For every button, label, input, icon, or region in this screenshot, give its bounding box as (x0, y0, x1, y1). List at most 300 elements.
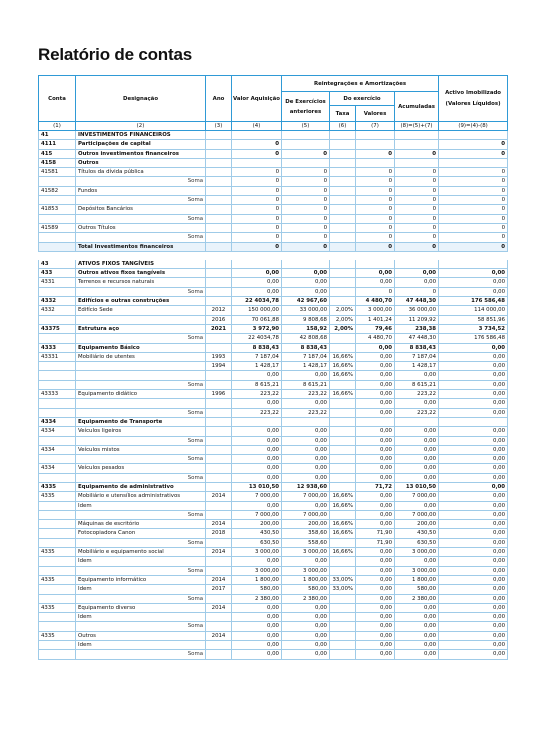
cell-valores: 0,00 (356, 427, 395, 436)
cell-taxa (330, 464, 356, 473)
cell-conta: 41853 (39, 205, 76, 214)
cell-exercicios-anteriores: 558,60 (282, 538, 330, 547)
cell-exercicios-anteriores (282, 140, 330, 149)
column-number: (3) (206, 122, 232, 131)
cell-exercicios-anteriores: 0,00 (282, 613, 330, 622)
cell-designacao: Outros ativos fixos tangíveis (76, 269, 206, 278)
cell-conta (39, 566, 76, 575)
cell-ano (206, 278, 232, 287)
cell-ano: 2018 (206, 529, 232, 538)
cell-exercicios-anteriores: 0 (282, 214, 330, 223)
cell-activo-liquido: 0,00 (439, 473, 508, 482)
cell-designacao: Equipamento diverso (76, 603, 206, 612)
table-row (39, 482, 508, 491)
header-activo: Activo Imobilizado (Valores Líquidos) (439, 76, 508, 122)
cell-taxa (330, 408, 356, 417)
cell-conta: 415 (39, 149, 76, 158)
cell-exercicios-anteriores: 7 187,04 (282, 352, 330, 361)
cell-acumuladas: 430,50 (395, 529, 439, 538)
cell-ano (206, 501, 232, 510)
cell-conta (39, 501, 76, 510)
table-row (39, 548, 508, 557)
table-row (39, 278, 508, 287)
cell-taxa (330, 380, 356, 389)
cell-designacao: Soma (76, 196, 206, 205)
cell-exercicios-anteriores: 0,00 (282, 464, 330, 473)
cell-designacao: INVESTIMENTOS FINANCEIROS (76, 131, 206, 140)
cell-taxa: 33,00% (330, 585, 356, 594)
cell-exercicios-anteriores: 0,00 (282, 473, 330, 482)
cell-taxa: 16,66% (330, 492, 356, 501)
cell-valores: 0,00 (356, 492, 395, 501)
cell-designacao: Edifício Sede (76, 306, 206, 315)
cell-ano: 2014 (206, 603, 232, 612)
cell-ano (206, 399, 232, 408)
table-row (39, 445, 508, 454)
cell-acumuladas: 11 209,92 (395, 315, 439, 324)
cell-designacao: Soma (76, 380, 206, 389)
cell-conta: 4335 (39, 482, 76, 491)
table-row (39, 575, 508, 584)
cell-taxa (330, 168, 356, 177)
cell-exercicios-anteriores: 0,00 (282, 455, 330, 464)
cell-valores: 0,00 (356, 436, 395, 445)
cell-valores: 0,00 (356, 520, 395, 529)
cell-acumuladas: 8 838,43 (395, 343, 439, 352)
cell-ano (206, 196, 232, 205)
cell-acumuladas: 0,00 (395, 603, 439, 612)
cell-conta (39, 177, 76, 186)
cell-conta: 4334 (39, 427, 76, 436)
cell-conta (39, 214, 76, 223)
cell-acumuladas: 0 (395, 149, 439, 158)
cell-taxa (330, 242, 356, 251)
cell-taxa: 2,00% (330, 306, 356, 315)
cell-valores: 0,00 (356, 343, 395, 352)
cell-designacao: Soma (76, 510, 206, 519)
cell-activo-liquido: 58 851,96 (439, 315, 508, 324)
cell-designacao (76, 399, 206, 408)
cell-valores (356, 158, 395, 167)
cell-designacao: Outros investimentos financeiros (76, 149, 206, 158)
cell-exercicios-anteriores (282, 158, 330, 167)
cell-exercicios-anteriores: 0,00 (282, 501, 330, 510)
cell-activo-liquido: 0 (439, 149, 508, 158)
cell-taxa (330, 223, 356, 232)
cell-ano: 2012 (206, 306, 232, 315)
cell-designacao: Total Investimentos financeiros (76, 242, 206, 251)
table-row (39, 427, 508, 436)
cell-activo-liquido: 0 (439, 177, 508, 186)
cell-valores: 0,00 (356, 501, 395, 510)
cell-valores: 0,00 (356, 631, 395, 640)
cell-designacao: Fotocopiadora Canon (76, 529, 206, 538)
cell-exercicios-anteriores: 0 (282, 177, 330, 186)
cell-designacao: Soma (76, 455, 206, 464)
cell-valor-aquisicao: 3 000,00 (232, 566, 282, 575)
cell-valor-aquisicao: 13 010,50 (232, 482, 282, 491)
cell-designacao: Soma (76, 334, 206, 343)
cell-conta (39, 399, 76, 408)
cell-ano (206, 557, 232, 566)
cell-ano (206, 473, 232, 482)
cell-designacao (76, 315, 206, 324)
cell-ano (206, 436, 232, 445)
cell-designacao: Soma (76, 594, 206, 603)
cell-valor-aquisicao: 7 000,00 (232, 492, 282, 501)
cell-valor-aquisicao: 1 800,00 (232, 575, 282, 584)
cell-exercicios-anteriores: 1 428,17 (282, 362, 330, 371)
cell-designacao: Equipamento de administrativo (76, 482, 206, 491)
column-number: (9)=(4)-(8) (439, 122, 508, 131)
cell-acumuladas: 0 (395, 287, 439, 296)
cell-taxa (330, 269, 356, 278)
cell-acumuladas: 200,00 (395, 520, 439, 529)
cell-valor-aquisicao: 223,22 (232, 408, 282, 417)
cell-valor-aquisicao (232, 260, 282, 269)
cell-activo-liquido: 0,00 (439, 269, 508, 278)
table-row (39, 306, 508, 315)
cell-designacao: Soma (76, 287, 206, 296)
table-row (39, 408, 508, 417)
cell-taxa (330, 399, 356, 408)
cell-ano (206, 566, 232, 575)
header-conta: Conta (39, 76, 76, 122)
table-row (39, 269, 508, 278)
cell-acumuladas: 1 428,17 (395, 362, 439, 371)
cell-valor-aquisicao: 2 380,00 (232, 594, 282, 603)
column-number: (7) (356, 122, 395, 131)
cell-ano (206, 334, 232, 343)
cell-taxa: 2,00% (330, 315, 356, 324)
cell-taxa (330, 196, 356, 205)
cell-valores: 1 401,24 (356, 315, 395, 324)
cell-designacao: Veículos pesados (76, 464, 206, 473)
cell-conta (39, 334, 76, 343)
cell-activo-liquido: 0,00 (439, 492, 508, 501)
cell-conta (39, 650, 76, 659)
table-row (39, 641, 508, 650)
cell-valor-aquisicao: 0 (232, 196, 282, 205)
table-row (39, 297, 508, 306)
cell-designacao: Outros (76, 631, 206, 640)
cell-exercicios-anteriores: 0,00 (282, 557, 330, 566)
cell-acumuladas: 47 448,30 (395, 297, 439, 306)
cell-valores: 0,00 (356, 650, 395, 659)
cell-exercicios-anteriores: 1 800,00 (282, 575, 330, 584)
cell-taxa: 16,66% (330, 390, 356, 399)
cell-valores: 4 480,70 (356, 297, 395, 306)
cell-taxa: 16,66% (330, 501, 356, 510)
cell-acumuladas: 0 (395, 186, 439, 195)
cell-acumuladas: 0,00 (395, 622, 439, 631)
cell-activo-liquido: 0 (439, 168, 508, 177)
cell-acumuladas: 7 187,04 (395, 352, 439, 361)
table-row (39, 380, 508, 389)
cell-acumuladas (395, 131, 439, 140)
cell-ano (206, 223, 232, 232)
cell-valor-aquisicao (232, 158, 282, 167)
cell-conta: 43333 (39, 390, 76, 399)
cell-activo-liquido: 0,00 (439, 380, 508, 389)
cell-acumuladas: 0,00 (395, 455, 439, 464)
cell-valores: 0,00 (356, 548, 395, 557)
table-row (39, 343, 508, 352)
cell-valores (356, 131, 395, 140)
accounts-table (38, 75, 508, 660)
cell-valores (356, 140, 395, 149)
cell-acumuladas: 630,50 (395, 538, 439, 547)
table-row (39, 168, 508, 177)
cell-conta: 43331 (39, 352, 76, 361)
cell-acumuladas: 0,00 (395, 650, 439, 659)
cell-conta (39, 557, 76, 566)
cell-exercicios-anteriores: 7 000,00 (282, 510, 330, 519)
cell-acumuladas: 0 (395, 196, 439, 205)
cell-valores: 0 (356, 177, 395, 186)
cell-taxa (330, 603, 356, 612)
cell-conta (39, 529, 76, 538)
cell-valor-aquisicao: 0,00 (232, 501, 282, 510)
cell-acumuladas: 47 448,30 (395, 334, 439, 343)
cell-acumuladas: 3 000,00 (395, 548, 439, 557)
cell-valores: 0 (356, 186, 395, 195)
cell-activo-liquido: 0,00 (439, 566, 508, 575)
cell-valor-aquisicao: 0,00 (232, 631, 282, 640)
cell-activo-liquido: 0,00 (439, 352, 508, 361)
cell-designacao: Edifícios e outras construções (76, 297, 206, 306)
cell-acumuladas: 0 (395, 223, 439, 232)
cell-valores (356, 417, 395, 426)
table-body (39, 131, 508, 660)
cell-designacao: Soma (76, 650, 206, 659)
cell-acumuladas: 238,38 (395, 324, 439, 333)
cell-exercicios-anteriores: 0,00 (282, 445, 330, 454)
cell-ano: 2014 (206, 548, 232, 557)
cell-conta: 41589 (39, 223, 76, 232)
cell-designacao: Soma (76, 566, 206, 575)
cell-designacao: Soma (76, 473, 206, 482)
cell-designacao: Outros (76, 158, 206, 167)
cell-activo-liquido: 0,00 (439, 362, 508, 371)
cell-activo-liquido: 0,00 (439, 371, 508, 380)
cell-designacao: Equipamento de Transporte (76, 417, 206, 426)
cell-valores: 0,00 (356, 390, 395, 399)
cell-taxa (330, 287, 356, 296)
cell-taxa: 16,66% (330, 371, 356, 380)
cell-ano: 1996 (206, 390, 232, 399)
cell-exercicios-anteriores: 0,00 (282, 269, 330, 278)
cell-conta: 4335 (39, 548, 76, 557)
cell-taxa (330, 334, 356, 343)
cell-designacao: Máquinas de escritório (76, 520, 206, 529)
cell-conta: 43375 (39, 324, 76, 333)
header-ano: Ano (206, 76, 232, 122)
table-row (39, 501, 508, 510)
cell-valor-aquisicao: 630,50 (232, 538, 282, 547)
cell-ano (206, 242, 232, 251)
cell-acumuladas: 1 800,00 (395, 575, 439, 584)
cell-exercicios-anteriores: 200,00 (282, 520, 330, 529)
column-number: (5) (282, 122, 330, 131)
cell-taxa: 16,66% (330, 529, 356, 538)
header-column-numbers (39, 122, 508, 131)
cell-designacao: Mobiliário de utentes (76, 352, 206, 361)
cell-designacao: Depósitos Bancários (76, 205, 206, 214)
cell-conta: 4335 (39, 492, 76, 501)
table-row (39, 251, 508, 260)
cell-ano (206, 287, 232, 296)
cell-valor-aquisicao: 580,00 (232, 585, 282, 594)
header-reintegracoes: Reintegrações e Amortizações (282, 76, 439, 92)
table-row (39, 520, 508, 529)
cell-valores: 4 480,70 (356, 334, 395, 343)
cell-activo-liquido: 0 (439, 196, 508, 205)
cell-exercicios-anteriores: 0 (282, 186, 330, 195)
cell-valor-aquisicao: 0 (232, 168, 282, 177)
header-valor-aquisicao: Valor Aquisição (232, 76, 282, 122)
column-number: (1) (39, 122, 76, 131)
table-row (39, 417, 508, 426)
cell-acumuladas: 0 (395, 168, 439, 177)
cell-acumuladas (395, 260, 439, 269)
cell-activo-liquido: 0 (439, 223, 508, 232)
cell-valor-aquisicao: 0 (232, 233, 282, 242)
cell-acumuladas: 0,00 (395, 641, 439, 650)
cell-activo-liquido: 0,00 (439, 520, 508, 529)
cell-activo-liquido: 0,00 (439, 594, 508, 603)
table-row (39, 473, 508, 482)
cell-valores: 0 (356, 223, 395, 232)
cell-taxa (330, 177, 356, 186)
cell-conta: 4335 (39, 575, 76, 584)
table-row (39, 464, 508, 473)
cell-ano (206, 408, 232, 417)
cell-conta: 4335 (39, 631, 76, 640)
cell-valor-aquisicao: 0,00 (232, 464, 282, 473)
cell-activo-liquido: 0,00 (439, 501, 508, 510)
cell-activo-liquido: 0,00 (439, 482, 508, 491)
cell-taxa: 33,00% (330, 575, 356, 584)
table-row (39, 538, 508, 547)
cell-valores: 0,00 (356, 613, 395, 622)
table-row (39, 149, 508, 158)
cell-valores: 71,90 (356, 538, 395, 547)
cell-activo-liquido: 0,00 (439, 445, 508, 454)
cell-valor-aquisicao: 0 (232, 177, 282, 186)
cell-valor-aquisicao: 70 061,88 (232, 315, 282, 324)
cell-designacao (76, 371, 206, 380)
cell-acumuladas: 2 380,00 (395, 594, 439, 603)
cell-valor-aquisicao: 3 972,90 (232, 324, 282, 333)
column-number: (8)=(5)+(7) (395, 122, 439, 131)
table-row (39, 233, 508, 242)
cell-designacao: Soma (76, 177, 206, 186)
cell-designacao: Soma (76, 538, 206, 547)
cell-valores: 0,00 (356, 399, 395, 408)
cell-valores: 0 (356, 168, 395, 177)
cell-exercicios-anteriores: 0,00 (282, 650, 330, 659)
cell-ano (206, 233, 232, 242)
cell-acumuladas (395, 158, 439, 167)
table-row (39, 399, 508, 408)
cell-taxa (330, 594, 356, 603)
cell-taxa (330, 158, 356, 167)
cell-designacao: Idem (76, 557, 206, 566)
cell-conta (39, 455, 76, 464)
table-row (39, 603, 508, 612)
cell-ano (206, 149, 232, 158)
cell-acumuladas: 3 000,00 (395, 566, 439, 575)
cell-valores: 0,00 (356, 641, 395, 650)
cell-designacao: Mobiliário e equipamento social (76, 548, 206, 557)
cell-conta: 433 (39, 269, 76, 278)
table-row (39, 585, 508, 594)
cell-acumuladas: 7 000,00 (395, 492, 439, 501)
cell-conta (39, 408, 76, 417)
table-row (39, 436, 508, 445)
cell-activo-liquido: 0,00 (439, 641, 508, 650)
cell-valor-aquisicao: 0,00 (232, 399, 282, 408)
cell-valor-aquisicao: 1 428,17 (232, 362, 282, 371)
table-row (39, 390, 508, 399)
cell-activo-liquido: 0,00 (439, 575, 508, 584)
cell-exercicios-anteriores: 580,00 (282, 585, 330, 594)
cell-taxa (330, 566, 356, 575)
cell-ano (206, 538, 232, 547)
cell-designacao: Estrutura aço (76, 324, 206, 333)
cell-designacao: Veículos mistos (76, 445, 206, 454)
cell-exercicios-anteriores: 12 938,60 (282, 482, 330, 491)
cell-exercicios-anteriores: 0 (282, 196, 330, 205)
column-number: (6) (330, 122, 356, 131)
cell-ano (206, 177, 232, 186)
page-title: Relatório de contas (38, 45, 192, 64)
cell-exercicios-anteriores: 0,00 (282, 603, 330, 612)
cell-ano (206, 445, 232, 454)
cell-ano (206, 594, 232, 603)
cell-valores: 0,00 (356, 575, 395, 584)
cell-valor-aquisicao: 0,00 (232, 622, 282, 631)
column-number: (2) (76, 122, 206, 131)
cell-activo-liquido: 3 734,52 (439, 324, 508, 333)
cell-conta: 4331 (39, 278, 76, 287)
cell-designacao: Soma (76, 622, 206, 631)
cell-valor-aquisicao: 7 187,04 (232, 352, 282, 361)
cell-designacao: Equipamento didático (76, 390, 206, 399)
cell-valores: 0 (356, 196, 395, 205)
cell-valor-aquisicao: 0,00 (232, 557, 282, 566)
cell-activo-liquido: 0,00 (439, 427, 508, 436)
cell-exercicios-anteriores: 2 380,00 (282, 594, 330, 603)
table-row (39, 158, 508, 167)
cell-ano (206, 297, 232, 306)
cell-ano (206, 158, 232, 167)
cell-valores: 0,00 (356, 510, 395, 519)
cell-acumuladas: 8 615,21 (395, 380, 439, 389)
header-acumuladas: Acumuladas (395, 92, 439, 122)
cell-conta (39, 196, 76, 205)
cell-taxa (330, 297, 356, 306)
cell-conta: 41582 (39, 186, 76, 195)
cell-taxa (330, 260, 356, 269)
table-row (39, 260, 508, 269)
cell-taxa (330, 205, 356, 214)
cell-activo-liquido (439, 158, 508, 167)
cell-valores: 71,72 (356, 482, 395, 491)
cell-valores: 0,00 (356, 380, 395, 389)
cell-ano: 1993 (206, 352, 232, 361)
